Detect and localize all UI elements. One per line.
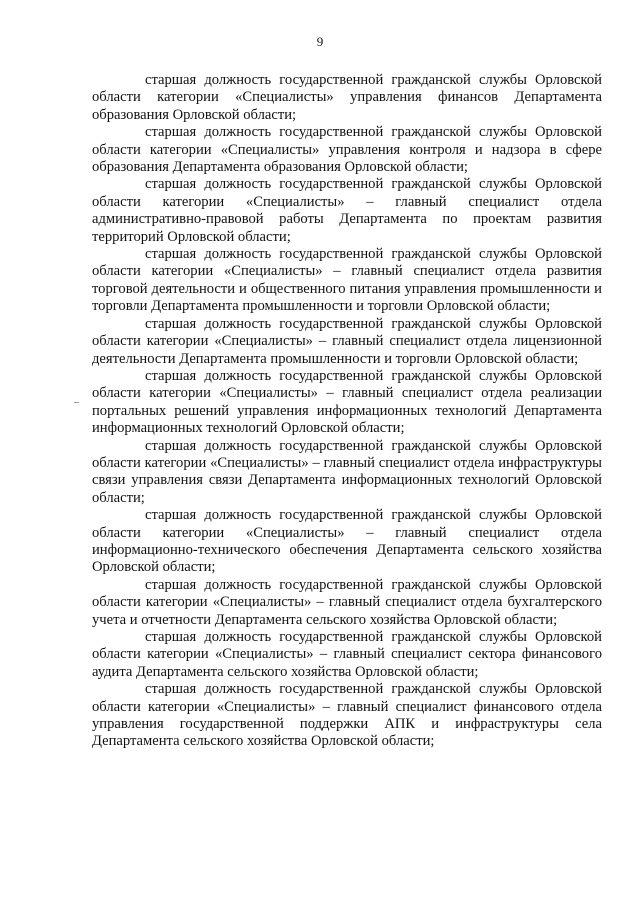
- paragraph-11: старшая должность государственной гражданской службы Орловской области категории «Специалисты» – главный специалист финансового отдела управления государственной поддержки АПК и инфраструктуры села Департамента сельского хозяйства Орловской области;: [92, 681, 602, 750]
- paragraph-7: старшая должность государственной гражданской службы Орловской области категории «Специалисты» – главный специалист отдела инфраструктуры связи управления связи Департамента информационных технологий Орловской области;: [92, 437, 602, 506]
- paragraph-10: старшая должность государственной гражданской службы Орловской области категории «Специалисты» – главный специалист сектора финансового аудита Департамента сельского хозяйства Орловской области;: [92, 629, 602, 680]
- paragraph-5: старшая должность государственной гражданской службы Орловской области категории «Специалисты» – главный специалист отдела лицензионной деятельности Департамента промышленности и торговли Орловской области;: [92, 315, 602, 367]
- paragraph-9: старшая должность государственной гражданской службы Орловской области категории «Специалисты» – главный специалист отдела бухгалтерского учета и отчетности Департамента сельского хозяйства Орловской области;: [92, 576, 602, 628]
- paragraph-1: старшая должность государственной гражданской службы Орловской области категории «Специалисты» управления финансов Департамента образования Орловской области;: [92, 72, 602, 123]
- paragraph-6: старшая должность государственной гражданской службы Орловской области категории «Специалисты» – главный специалист отдела реализации портальных решений управления информационных технологий Департамента информационных технологий Орловской области;: [92, 367, 602, 437]
- paragraph-2: старшая должность государственной гражданской службы Орловской области категории «Специалисты» управления контроля и надзора в сфере образования Департамента образования Орловской области;: [92, 124, 602, 176]
- margin-mark: [74, 402, 79, 403]
- document-body: [92, 72, 602, 751]
- paragraph-3: старшая должность государственной гражданской службы Орловской области категории «Специалисты» – главный специалист отдела административно-правовой работы Департамента по проектам развития территорий Орловской области;: [92, 176, 602, 245]
- paragraph-4: старшая должность государственной гражданской службы Орловской области категории «Специалисты» – главный специалист отдела развития торговой деятельности и общественного питания управления промышленности и торговли Департамента промышленности и торговли Орловской области;: [92, 246, 602, 315]
- paragraph-8: старшая должность государственной гражданской службы Орловской области категории «Специалисты» – главный специалист отдела информационно-технического обеспечения Департамента сельского хозяйства Орловской области;: [92, 507, 602, 576]
- page-number: 9: [316, 34, 324, 49]
